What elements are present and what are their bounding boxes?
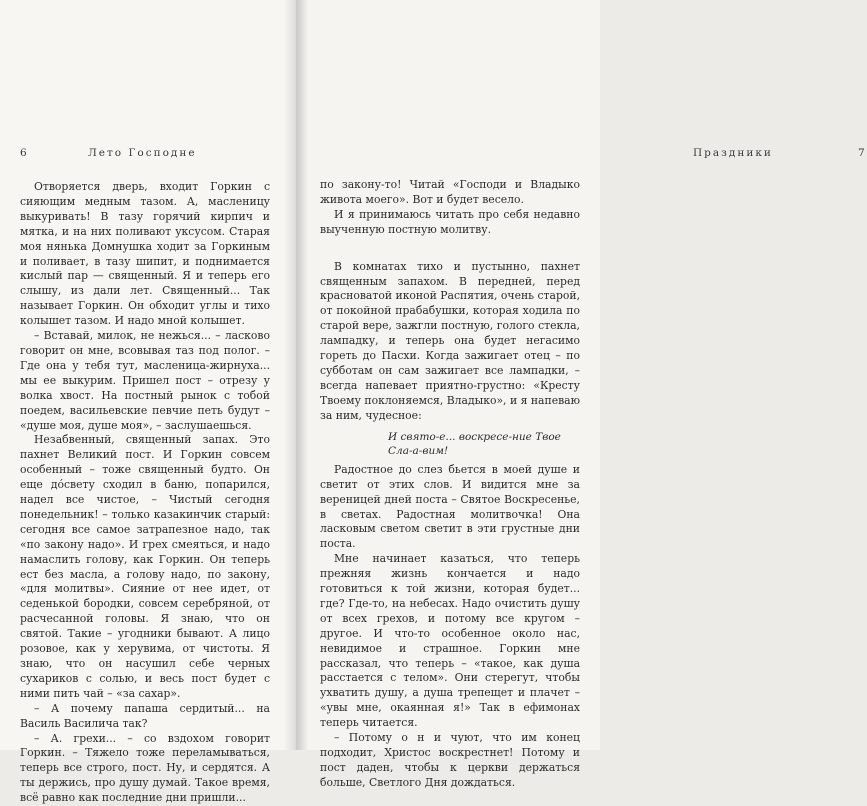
paragraph: В комнатах тихо и пустынно, пахнет священным запахом. В передней, перед красноватой иконой Распятия, очень старой, от покойной прабабушки, которая ходила по старой вере, зажгли постную, голого стекла, лампадку, и теперь она будет негасимо гореть до Пасхи. Когда зажигает отец – по субботам он сам зажигает все лампадки, – всегда напевает приятно-грустно: «Кресту Твоему поклоняемся, Владыко», и я напеваю за ним, чудесное: xyxy=(320,259,580,422)
verse-line: И свято-е... воскресе-ние Твое xyxy=(388,430,561,443)
paragraph: – Вставай, милок, не нежься... – ласково говорит он мне, всовывая таз под полог. – Где она у тебя тут, масленица-жирнуха... мы ее выкурим. Пришел пост – отрезу у волка хвост. На постный рынок с тобой поедем, васильевские певчие петь будут – «душе моя, душе моя», – заслушаешься. xyxy=(20,329,270,432)
left-text-column xyxy=(20,180,270,806)
paragraph: Мне начинает казаться, что теперь прежняя жизнь кончается и надо готовиться к той жизни, которая будет... где? Где-то, на небесах. Надо очистить душу от всех грехов, и потому все кругом – другое. И что-то особенное около нас, невидимое и страшное. Горкин мне рассказал, что теперь – «такое, как душа расстается с телом». Они стерегут, чтобы ухватить душу, а душа трепещет и плачет – «увы мне, окаянная я!» Так в ефимонах теперь читается. xyxy=(320,552,580,730)
paragraph: – А. грехи... – со вздохом говорит Горкин. – Тяжело тоже переламываться, теперь все строго, пост. Ну, и сердятся. А ты держись, про душу думай. Такое время, всё равно как последние дни пришли... xyxy=(20,731,270,805)
left-page xyxy=(0,0,296,805)
paragraph: Незабвенный, священный запах. Это пахнет Великий пост. И Горкин совсем особенный – тоже священный будто. Он еще до́свету сходил в баню, попарился, надел все чистое, – Чистый сегодня понедельник! – только казакинчик старый: сегодня все самое затрапезное надо, так «по закону надо». И грех смеяться, и надо намаслить голову, как Горкин. Он теперь ест без масла, а голову надо, по закону, «для молитвы». Сияние от нее идет, от седенькой бородки, совсем серебряной, от расчесанной головы. Я знаю, что он святой. Такие – угодники бывают. А лицо розовое, как у херувима, от чистоты. Я знаю, что он насушил себе черных сухариков с солью, и весь пост будет с ними пить чай – «за сахар». xyxy=(20,433,270,700)
paragraph: – Потому о н и чуют, что им конец подходит, Христос воскрестнет! Потому и пост даден, чтобы к церкви держаться больше, Светлого Дня дождаться. xyxy=(320,731,580,789)
verse-block xyxy=(388,430,580,459)
right-text-column xyxy=(320,178,580,791)
paragraph: Радостное до слез бьется в моей душе и светит от этих слов. И видится мне за вереницей дней поста – Святое Воскресенье, в светах. Радостная молитвочка! Она ласковым светом светит в эти грустные дни поста. xyxy=(320,462,580,551)
verse-line: Сла-а-вим! xyxy=(388,445,449,458)
paragraph: Отворяется дверь, входит Горкин с сияющим медным тазом. А, масленицу выкуривать! В тазу горячий кирпич и мятка, и на них поливают уксусом. Старая моя нянька Домнушка ходит за Горкиным и поливает, в тазу шипит, и поднимается кислый пар — священный. Я и теперь его слышу, из дали лет. Священный... Так называет Горкин. Он обходит углы и тихо колышет тазом. И надо мной колышет. xyxy=(20,180,270,328)
paragraph: по закону-то! Читай «Господи и Владыко живота моего». Вот и будет весело. xyxy=(320,178,580,206)
paragraph: – А почему папаша сердитый... на Василь Василича так? xyxy=(20,701,270,730)
page-number-right: 7 xyxy=(858,147,867,159)
paragraph: И я принимаюсь читать про себя недавно выученную постную молитву. xyxy=(320,207,580,236)
running-title-right: Праздники xyxy=(693,147,773,159)
page-number-left: 6 xyxy=(20,147,29,159)
running-title-left: Лето Господне xyxy=(88,147,197,159)
